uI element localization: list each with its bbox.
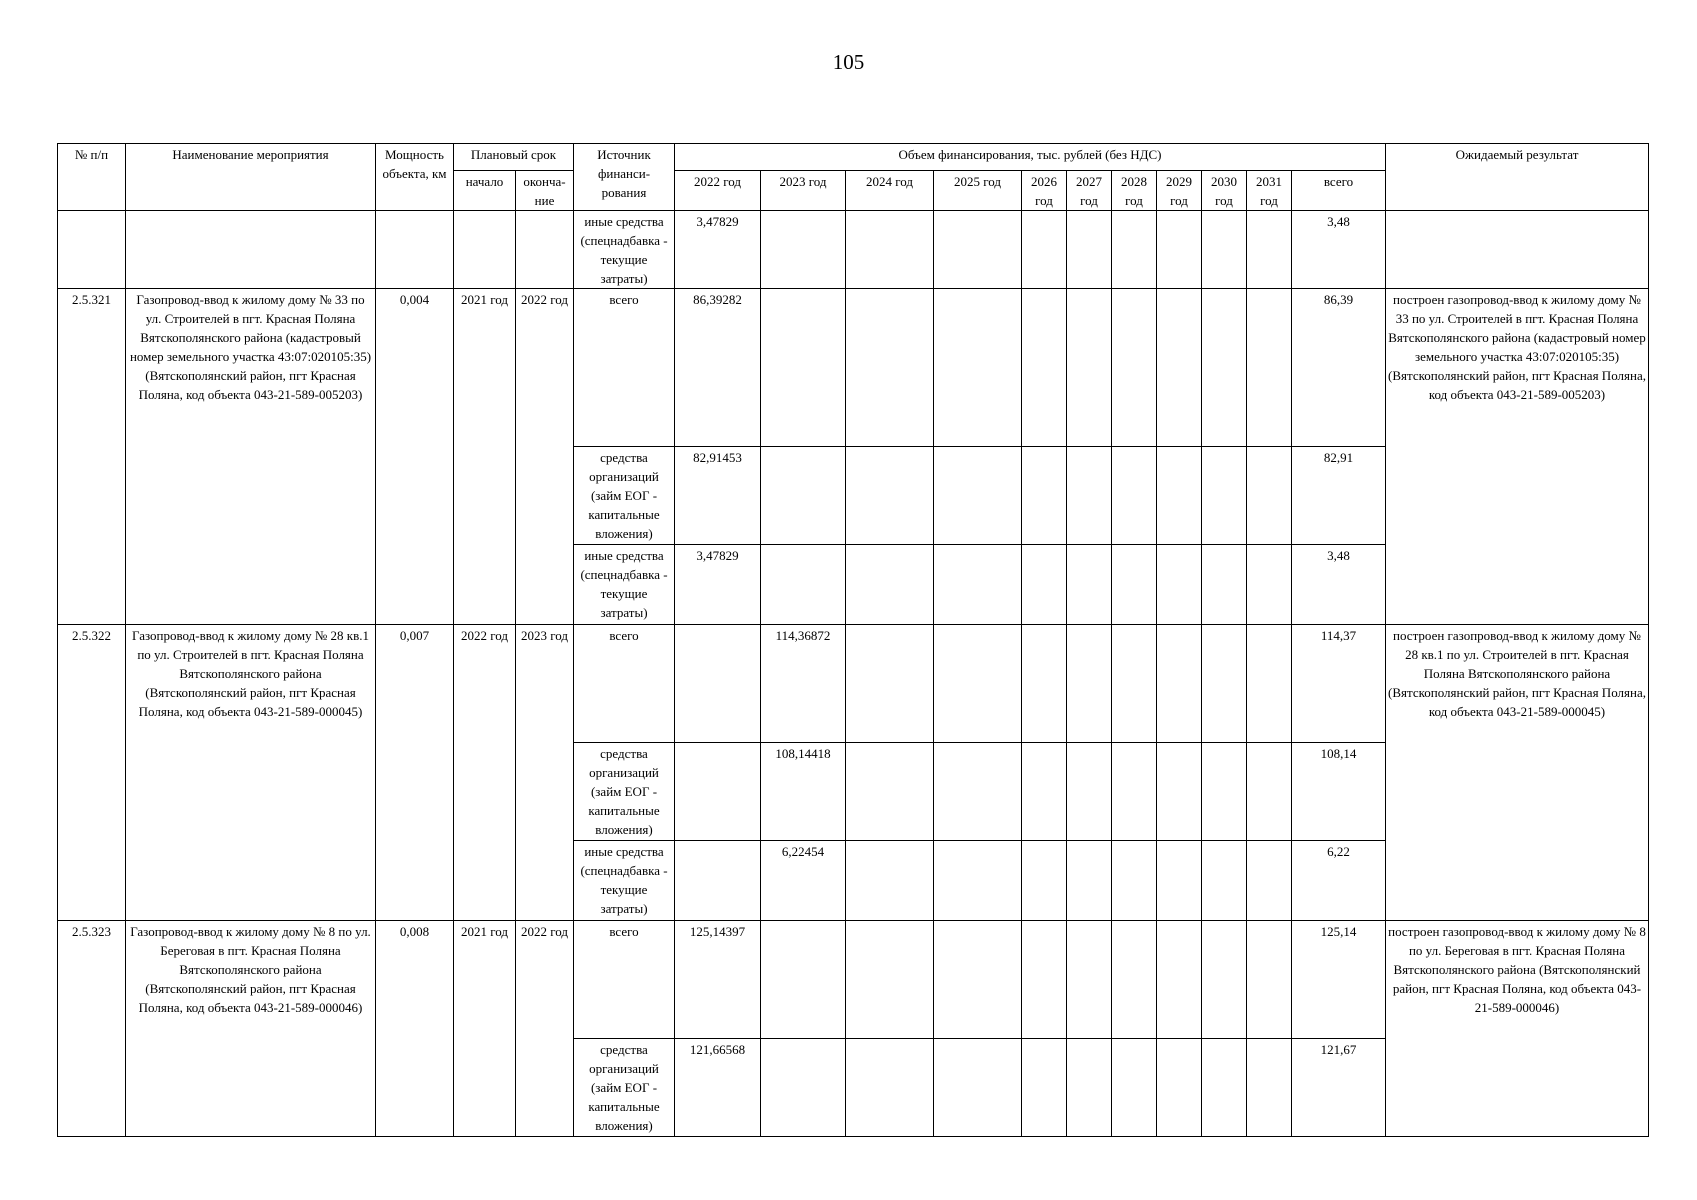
cell-result: построен газопровод-ввод к жилому дому № 33 по ул. Строителей в пгт. Красная Поляна Вятскополянского района (кадастровый номер земельного участка 43:07:020105:35) (Вятскополянский район, пгт Красная Поляна, код объекта 043-21-589-005203) <box>1386 289 1649 625</box>
cell-result: построен газопровод-ввод к жилому дому № 28 кв.1 по ул. Строителей в пгт. Красная Поляна Вятскополянского района (Вятскополянский район, пгт Красная Поляна, код объекта 043-21-589-000045) <box>1386 625 1649 921</box>
cell-end: 2022 год <box>516 289 574 625</box>
cell-2023 <box>761 545 846 625</box>
cell-source: средства организаций (займ ЕОГ - капитальные вложения) <box>574 743 675 841</box>
cell-num: 2.5.321 <box>58 289 126 625</box>
cell-2023 <box>761 289 846 447</box>
cell-2022: 125,14397 <box>675 921 761 1039</box>
cell-num: 2.5.323 <box>58 921 126 1137</box>
cell-2022 <box>675 743 761 841</box>
table-row <box>58 211 1649 289</box>
table-row <box>58 625 1649 743</box>
financing-table <box>57 143 1649 1137</box>
cell-power <box>376 211 454 289</box>
cell-total: 3,48 <box>1292 211 1386 289</box>
page-number: 105 <box>832 50 865 74</box>
header-total: всего <box>1292 171 1386 211</box>
cell-start: 2021 год <box>454 289 516 625</box>
cell-2022 <box>675 625 761 743</box>
cell-total: 6,22 <box>1292 841 1386 921</box>
cell-source: иные средства (спецнадбавка - текущие затраты) <box>574 211 675 289</box>
cell-name: Газопровод-ввод к жилому дому № 28 кв.1 по ул. Строителей в пгт. Красная Поляна Вятскополянского района (Вятскополянский район, пгт Красная Поляна, код объекта 043-21-589-000045) <box>126 625 376 921</box>
cell-total: 3,48 <box>1292 545 1386 625</box>
cell-end: 2022 год <box>516 921 574 1137</box>
cell-result <box>1386 211 1649 289</box>
cell-power: 0,008 <box>376 921 454 1137</box>
header-term-start: начало <box>454 171 516 211</box>
cell-2022: 121,66568 <box>675 1039 761 1137</box>
cell-2023 <box>761 447 846 545</box>
cell-end <box>516 211 574 289</box>
cell-2022: 3,47829 <box>675 211 761 289</box>
cell-name: Газопровод-ввод к жилому дому № 33 по ул. Строителей в пгт. Красная Поляна Вятскополянского района (кадастровый номер земельного участка 43:07:020105:35) (Вятскополянский район, пгт Красная Поляна, код объекта 043-21-589-005203) <box>126 289 376 625</box>
header-term: Плановый срок <box>454 144 574 171</box>
cell-total: 82,91 <box>1292 447 1386 545</box>
header-year-2030: 2030 год <box>1202 171 1247 211</box>
header-year-2031: 2031 год <box>1247 171 1292 211</box>
table-row <box>58 921 1649 1039</box>
cell-2023: 114,36872 <box>761 625 846 743</box>
cell-2023 <box>761 1039 846 1137</box>
cell-end: 2023 год <box>516 625 574 921</box>
cell-total: 86,39 <box>1292 289 1386 447</box>
cell-total: 108,14 <box>1292 743 1386 841</box>
cell-source: иные средства (спецнадбавка - текущие затраты) <box>574 545 675 625</box>
cell-num: 2.5.322 <box>58 625 126 921</box>
cell-name <box>126 211 376 289</box>
cell-2023 <box>761 921 846 1039</box>
header-year-2029: 2029 год <box>1157 171 1202 211</box>
cell-source: всего <box>574 289 675 447</box>
table-row <box>58 289 1649 447</box>
cell-source: всего <box>574 625 675 743</box>
cell-start: 2021 год <box>454 921 516 1137</box>
header-year-2022: 2022 год <box>675 171 761 211</box>
cell-source: всего <box>574 921 675 1039</box>
header-year-2027: 2027 год <box>1067 171 1112 211</box>
cell-2023: 6,22454 <box>761 841 846 921</box>
cell-power: 0,004 <box>376 289 454 625</box>
cell-total: 121,67 <box>1292 1039 1386 1137</box>
cell-power: 0,007 <box>376 625 454 921</box>
cell-result: построен газопровод-ввод к жилому дому № 8 по ул. Береговая в пгт. Красная Поляна Вятскополянского района (Вятскополянский район, пгт Красная Поляна, код объекта 043-21-589-000046) <box>1386 921 1649 1137</box>
header-volume: Объем финансирования, тыс. рублей (без НДС) <box>675 144 1386 171</box>
cell-2022 <box>675 841 761 921</box>
cell-2022: 86,39282 <box>675 289 761 447</box>
cell-source: иные средства (спецнадбавка - текущие затраты) <box>574 841 675 921</box>
header-power: Мощность объекта, км <box>376 144 454 211</box>
cell-start <box>454 211 516 289</box>
header-num: № п/п <box>58 144 126 211</box>
header-name: Наименование мероприятия <box>126 144 376 211</box>
cell-start: 2022 год <box>454 625 516 921</box>
header-row-1 <box>58 144 1649 171</box>
cell-source: средства организаций (займ ЕОГ - капитальные вложения) <box>574 1039 675 1137</box>
cell-total: 114,37 <box>1292 625 1386 743</box>
cell-2022: 82,91453 <box>675 447 761 545</box>
header-result: Ожидаемый результат <box>1386 144 1649 211</box>
cell-num <box>58 211 126 289</box>
cell-2023 <box>761 211 846 289</box>
cell-name: Газопровод-ввод к жилому дому № 8 по ул. Береговая в пгт. Красная Поляна Вятскополянского района (Вятскополянский район, пгт Красная Поляна, код объекта 043-21-589-000046) <box>126 921 376 1137</box>
header-year-2026: 2026 год <box>1022 171 1067 211</box>
header-year-2025: 2025 год <box>934 171 1022 211</box>
header-year-2028: 2028 год <box>1112 171 1157 211</box>
header-term-end: оконча-ние <box>516 171 574 211</box>
cell-2023: 108,14418 <box>761 743 846 841</box>
cell-source: средства организаций (займ ЕОГ - капитальные вложения) <box>574 447 675 545</box>
cell-2022: 3,47829 <box>675 545 761 625</box>
header-year-2023: 2023 год <box>761 171 846 211</box>
header-source: Источник финанси-рования <box>574 144 675 211</box>
cell-total: 125,14 <box>1292 921 1386 1039</box>
header-year-2024: 2024 год <box>846 171 934 211</box>
